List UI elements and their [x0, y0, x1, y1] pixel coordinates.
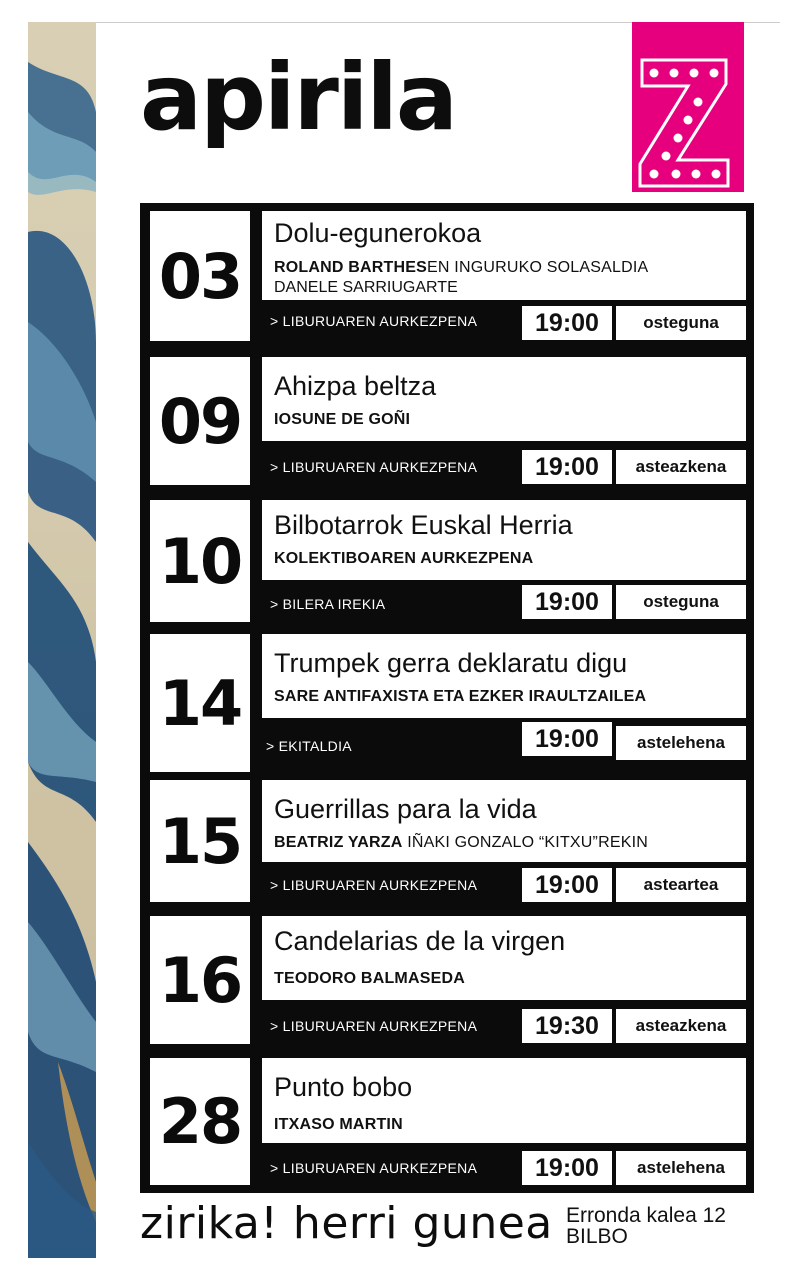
event-title: Bilbotarrok Euskal Herria: [274, 510, 573, 540]
address-street: Erronda kalea 12: [566, 1204, 726, 1227]
event-day: 14: [150, 634, 250, 772]
event-subtitle: [274, 550, 533, 568]
event-weekday: astelehena: [616, 1151, 746, 1185]
event-time: 19:00: [522, 585, 612, 619]
venue-name: zirika! herri gunea: [140, 1198, 553, 1249]
event-time: 19:30: [522, 1009, 612, 1043]
event-type: > LIBURUAREN AURKEZPENA: [270, 877, 478, 893]
event-day: 15: [150, 780, 250, 902]
event-info: [262, 780, 746, 862]
event-row: [140, 1050, 754, 1193]
event-type: > LIBURUAREN AURKEZPENA: [270, 459, 478, 475]
event-time: 19:00: [522, 450, 612, 484]
event-type: > EKITALDIA: [266, 738, 352, 754]
event-day: 28: [150, 1058, 250, 1185]
event-day: 16: [150, 916, 250, 1044]
event-subtitle-bold: ITXASO MARTIN: [274, 1116, 403, 1133]
event-type: > LIBURUAREN AURKEZPENA: [270, 313, 478, 329]
wave-illustration: [28, 22, 96, 1258]
event-title: Guerrillas para la vida: [274, 794, 537, 824]
event-day: 10: [150, 500, 250, 622]
event-subtitle-bold: ROLAND BARTHES: [274, 259, 428, 276]
event-subtitle-bold: BEATRIZ YARZA: [274, 834, 403, 851]
event-row: [140, 203, 754, 349]
event-weekday: osteguna: [616, 585, 746, 619]
event-info: [262, 211, 746, 300]
event-board: [140, 203, 754, 1193]
event-weekday: astelehena: [616, 726, 746, 760]
event-type: > BILERA IREKIA: [270, 596, 386, 612]
event-info: [262, 1058, 746, 1143]
event-row: [140, 349, 754, 492]
event-time: 19:00: [522, 722, 612, 756]
event-title: Punto bobo: [274, 1072, 413, 1102]
event-info: [262, 916, 746, 1000]
address-city: BILBO: [566, 1225, 628, 1248]
event-day: 09: [150, 357, 250, 485]
event-row: [140, 492, 754, 626]
event-weekday: asteartea: [616, 868, 746, 902]
event-title: Trumpek gerra deklaratu digu: [274, 648, 628, 678]
event-row: [140, 772, 754, 908]
event-row: [140, 626, 754, 772]
event-subtitle: [274, 834, 648, 852]
event-row: [140, 908, 754, 1050]
event-info: [262, 634, 746, 718]
zirika-logo: [632, 22, 744, 192]
event-subtitle-bold: IOSUNE DE GOÑI: [274, 411, 411, 428]
event-subtitle-rest: EN INGURUKO SOLASALDIA: [427, 259, 649, 276]
event-type: > LIBURUAREN AURKEZPENA: [270, 1018, 478, 1034]
event-subtitle: [274, 259, 648, 277]
event-subtitle: [274, 970, 465, 988]
event-time: 19:00: [522, 1151, 612, 1185]
event-type: > LIBURUAREN AURKEZPENA: [270, 1160, 478, 1176]
event-subtitle-bold: KOLEKTIBOAREN AURKEZPENA: [274, 550, 534, 567]
event-info: [262, 357, 746, 441]
event-subtitle: [274, 411, 410, 429]
event-weekday: asteazkena: [616, 1009, 746, 1043]
event-subtitle-bold: SARE ANTIFAXISTA ETA EZKER IRAULTZAILEA: [274, 688, 647, 705]
event-time: 19:00: [522, 306, 612, 340]
event-time: 19:00: [522, 868, 612, 902]
event-weekday: asteazkena: [616, 450, 746, 484]
event-day: 03: [150, 211, 250, 341]
event-subtitle: [274, 1116, 403, 1134]
event-weekday: osteguna: [616, 306, 746, 340]
month-title: apirila: [140, 44, 456, 151]
event-subtitle: [274, 688, 646, 706]
venue-address: [566, 1205, 726, 1247]
event-info: [262, 500, 746, 580]
event-subtitle-line2: DANELE SARRIUGARTE: [274, 279, 458, 296]
event-title: Ahizpa beltza: [274, 371, 437, 401]
event-title: Candelarias de la virgen: [274, 926, 566, 956]
event-subtitle-rest: IÑAKI GONZALO “KITXU”REKIN: [402, 834, 648, 851]
event-subtitle-bold: TEODORO BALMASEDA: [274, 970, 465, 987]
event-title: Dolu-egunerokoa: [274, 218, 482, 248]
